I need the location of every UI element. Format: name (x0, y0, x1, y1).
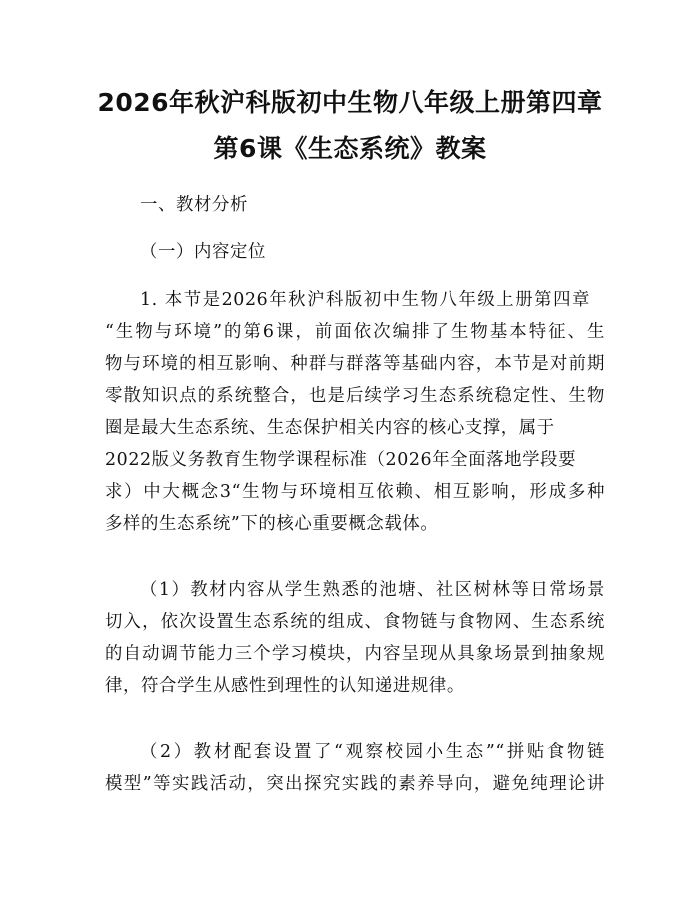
subsection-heading: （一）内容定位 (140, 242, 266, 262)
paragraph-2-line: 律，符合学生从感性到理性的认知递进规律。 (105, 676, 465, 696)
paragraph-3-line: （2）教材配套设置了“观察校园小生态”“拼贴食物链 (140, 742, 605, 762)
paragraph-1-line: 2022版义务教育生物学课程标准（2026年全面落地学段要 (105, 450, 577, 470)
paragraph-2-line: （1）教材内容从学生熟悉的池塘、社区树林等日常场景 (140, 580, 605, 600)
paragraph-1-line: 求）中大概念3“生物与环境相互依赖、相互影响，形成多种 (105, 482, 605, 502)
document-title-line-2: 第6课《生态系统》教案 (213, 134, 487, 163)
paragraph-1-line: 多样的生态系统”下的核心重要概念载体。 (105, 514, 439, 534)
paragraph-2-line: 的自动调节能力三个学习模块，内容呈现从具象场景到抽象规 (105, 644, 605, 664)
section-heading: 一、教材分析 (140, 195, 248, 215)
paragraph-3-line: 模型”等实践活动，突出探究实践的素养导向，避免纯理论讲 (105, 774, 605, 794)
paragraph-1-line: “生物与环境”的第6课，前面依次编排了生物基本特征、生 (105, 322, 605, 342)
paragraph-1-line: 物与环境的相互影响、种群与群落等基础内容，本节是对前期 (105, 354, 605, 374)
paragraph-1-line: 零散知识点的系统整合，也是后续学习生态系统稳定性、生物 (105, 386, 605, 406)
document-title-line-1: 2026年秋沪科版初中生物八年级上册第四章 (97, 88, 603, 117)
paragraph-1-line: 圈是最大生态系统、生态保护相关内容的核心支撑，属于 (105, 418, 555, 438)
paragraph-2-line: 切入，依次设置生态系统的组成、食物链与食物网、生态系统 (105, 612, 605, 632)
paragraph-1-line: 1. 本节是2026年秋沪科版初中生物八年级上册第四章 (140, 290, 590, 310)
